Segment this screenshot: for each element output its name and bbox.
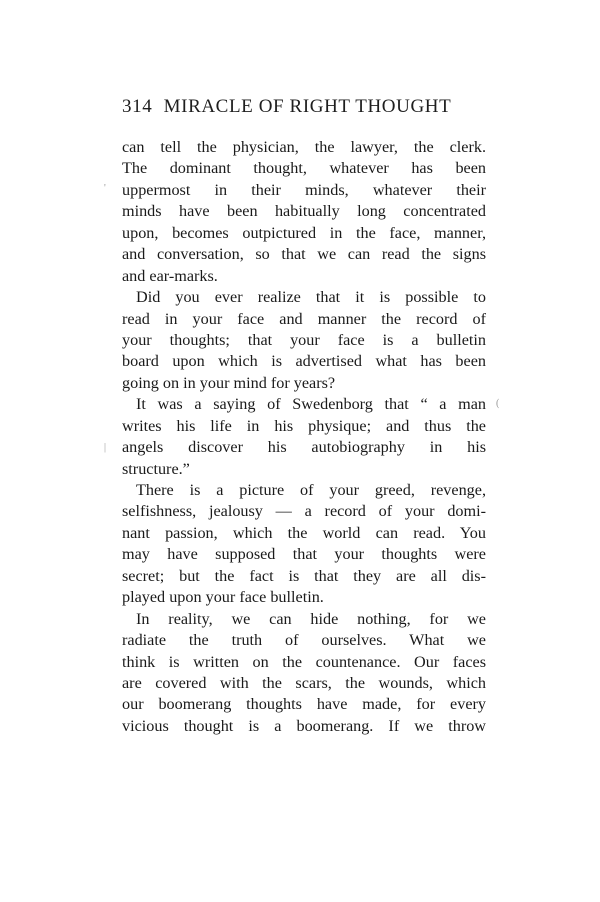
text-line: played upon your face bulletin. xyxy=(122,588,324,607)
text-line: writes his life in his physique; and thus the xyxy=(122,416,486,435)
text-line: minds have been habitually long concentrated xyxy=(122,202,486,221)
text-line: and ear-marks. xyxy=(122,266,218,285)
text-line: are covered with the scars, the wounds, which xyxy=(122,673,486,692)
text-line: your thoughts; that your face is a bulletin xyxy=(122,330,486,349)
text-line: nant passion, which the world can read. You xyxy=(122,523,486,542)
text-line: radiate the truth of ourselves. What we xyxy=(122,631,486,650)
text-line: may have supposed that your thoughts were xyxy=(122,545,486,564)
text-line: can tell the physician, the lawyer, the clerk. xyxy=(122,138,486,156)
text-line: structure.” xyxy=(122,459,190,478)
text-line: angels discover his autobiography in his xyxy=(122,438,486,457)
text-line: going on in your mind for years? xyxy=(122,373,336,392)
text-line: selfishness, jealousy — a record of your domi- xyxy=(122,502,486,521)
text-line: think is written on the countenance. Our faces xyxy=(122,652,486,671)
scan-speck: | xyxy=(104,442,107,453)
text-line: upon, becomes outpictured in the face, manner, xyxy=(122,223,486,242)
text-line: read in your face and manner the record of xyxy=(122,309,486,328)
text-line: vicious thought is a boomerang. If we throw xyxy=(122,716,486,735)
text-line: In reality, we can hide nothing, for we xyxy=(136,609,486,628)
text-line: our boomerang thoughts have made, for every xyxy=(122,695,486,714)
text-line: The dominant thought, whatever has been xyxy=(122,159,486,178)
text-line: board upon which is advertised what has been xyxy=(122,352,486,371)
text-line: uppermost in their minds, whatever their xyxy=(122,180,486,199)
text-line: It was a saying of Swedenborg that “ a man xyxy=(136,395,486,414)
text-line: There is a picture of your greed, revenge, xyxy=(136,481,486,499)
page-number: 314 xyxy=(122,96,153,117)
running-header xyxy=(122,96,486,118)
body-text xyxy=(122,137,486,737)
text-line: Did you ever realize that it is possible to xyxy=(136,288,486,307)
scan-speck: ( xyxy=(496,398,500,409)
running-title: MIRACLE OF RIGHT THOUGHT xyxy=(163,96,452,117)
text-line: secret; but the fact is that they are all dis- xyxy=(122,566,486,585)
scan-speck: ' xyxy=(104,183,106,194)
text-line: and conversation, so that we can read the signs xyxy=(122,245,486,264)
